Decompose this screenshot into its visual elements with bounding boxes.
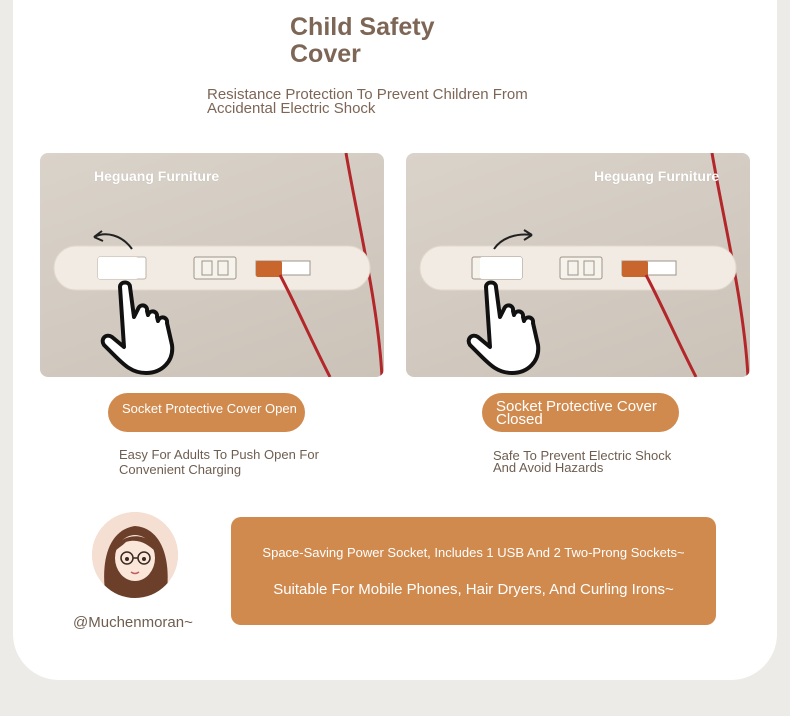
banner-line-sockets: Space-Saving Power Socket, Includes 1 USB And 2 Two-Prong Sockets~ [262,545,685,560]
feature-banner [231,517,716,625]
label-pill-closed: Socket Protective Cover Closed [482,393,679,432]
slider-open-highlight [98,257,138,279]
slider-closed-highlight [480,257,522,279]
socket-illustration-closed [406,153,750,377]
description-open: Easy For Adults To Push Open For Convenient Charging [119,447,319,477]
brand-watermark: Heguang Furniture [94,168,220,184]
description-closed: Safe To Prevent Electric Shock And Avoid Hazards [493,448,672,475]
author-handle: @Muchenmoran~ [73,614,193,631]
hand-pointer-icon [103,283,173,374]
label-pill-open: Socket Protective Cover Open [108,393,305,432]
page-title: Child Safety Cover [290,13,435,68]
page-subtitle: Resistance Protection To Prevent Children From Accidental Electric Shock [207,86,528,117]
socket-photo-open [40,153,384,377]
banner-line-uses: Suitable For Mobile Phones, Hair Dryers, And Curling Irons~ [273,581,674,598]
socket-photo-closed [406,153,750,377]
girl-avatar-icon [92,512,178,598]
socket-illustration-open [40,153,384,377]
brand-watermark: Heguang Furniture [594,168,720,184]
avatar [92,512,178,598]
hand-pointer-icon [469,283,539,374]
